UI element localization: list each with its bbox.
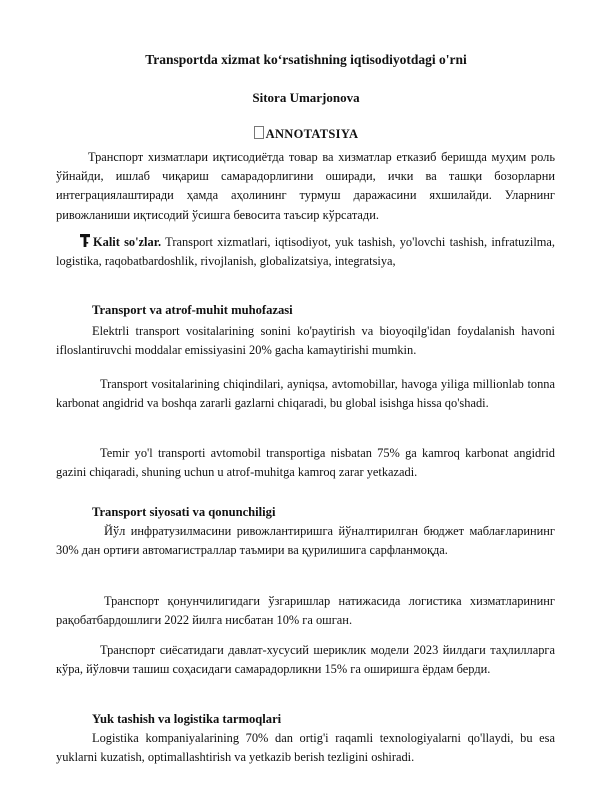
keywords-paragraph xyxy=(56,233,555,271)
author-name: Sitora Umarjonova xyxy=(252,90,360,105)
annotation-heading-text: ANNOTATSIYA xyxy=(265,127,359,141)
annotation-heading xyxy=(56,126,556,142)
keywords-label: Kalit so'zlar. xyxy=(93,235,162,249)
key-icon xyxy=(80,234,90,247)
section-paragraph: Транспорт қонунчилигидаги ўзгаришлар натижасида логистика хизматларининг рақобатбардошлиги 2022 йилга нисбатан 10% га ошган. xyxy=(56,594,555,628)
section-paragraph: Transport vositalarining chiqindilari, ayniqsa, avtomobillar, havoga yiliga millionlab tonna karbonat angidrid va boshqa zararli gazlarni chiqaradi, bu global isishga hissa qo'shadi. xyxy=(56,377,555,411)
section-paragraph: Logistika kompaniyalarining 70% dan ortig'i raqamli texnologiyalarni qo'llaydi, bu esa yuklarni kuzatish, optimallashtirish va yetkazib berish tezligini oshiradi. xyxy=(56,731,555,765)
page-title: Transportda xizmat ko‘rsatishning iqtisodiyotdagi o'rni xyxy=(145,52,467,67)
section-paragraph: Йўл инфратузилмасини ривожлантиришга йўналтирилган бюджет маблағларининг 30% дан ортиғи автомагистраллар таъмири ва қурилишига сарфланмоқда. xyxy=(56,524,555,558)
section-heading: Transport siyosati va qonunchiligi xyxy=(92,505,276,519)
section-heading: Transport va atrof-muhit muhofazasi xyxy=(92,303,293,317)
placeholder-box-icon xyxy=(254,126,264,139)
annotation-text: Транспорт хизматлари иқтисодиётда товар ва хизматлар етказиб беришда муҳим роль ўйнайди, ишлаб чиқариш самарадорлигини оширади, ички ва ташқи бозорларни интеграциялаштиради ҳамда аҳолининг турмуш даражасини яхшилайди. Уларнинг ривожланиши иқтисодий ўсишга бевосита таъсир кўрсатади. xyxy=(56,150,555,222)
section-paragraph: Транспорт сиёсатидаги давлат-хусусий шериклик модели 2023 йилдаги таҳлилларга кўра, йўловчи ташиш соҳасидаги самарадорликни 15% га оширишга ёрдам берди. xyxy=(56,643,555,677)
section-paragraph: Elektrli transport vositalarining sonini ko'paytirish va bioyoqilg'idan foydalanish havoni ifloslantiruvchi moddalar emissiyasini 20% gacha kamaytirishi mumkin. xyxy=(56,324,555,358)
section-heading: Yuk tashish va logistika tarmoqlari xyxy=(92,712,282,726)
section-paragraph: Temir yo'l transporti avtomobil transportiga nisbatan 75% ga kamroq karbonat angidrid gazini chiqaradi, shuning uchun u atrof-muhitga kamroq zarar yetkazadi. xyxy=(56,446,555,480)
keywords-text: Transport xizmatlari, iqtisodiyot, yuk tashish, yo'lovchi tashish, infratuzilma, logistika, raqobatbardoshlik, rivojlanish, globalizatsiya, integratsiya, xyxy=(56,235,555,269)
